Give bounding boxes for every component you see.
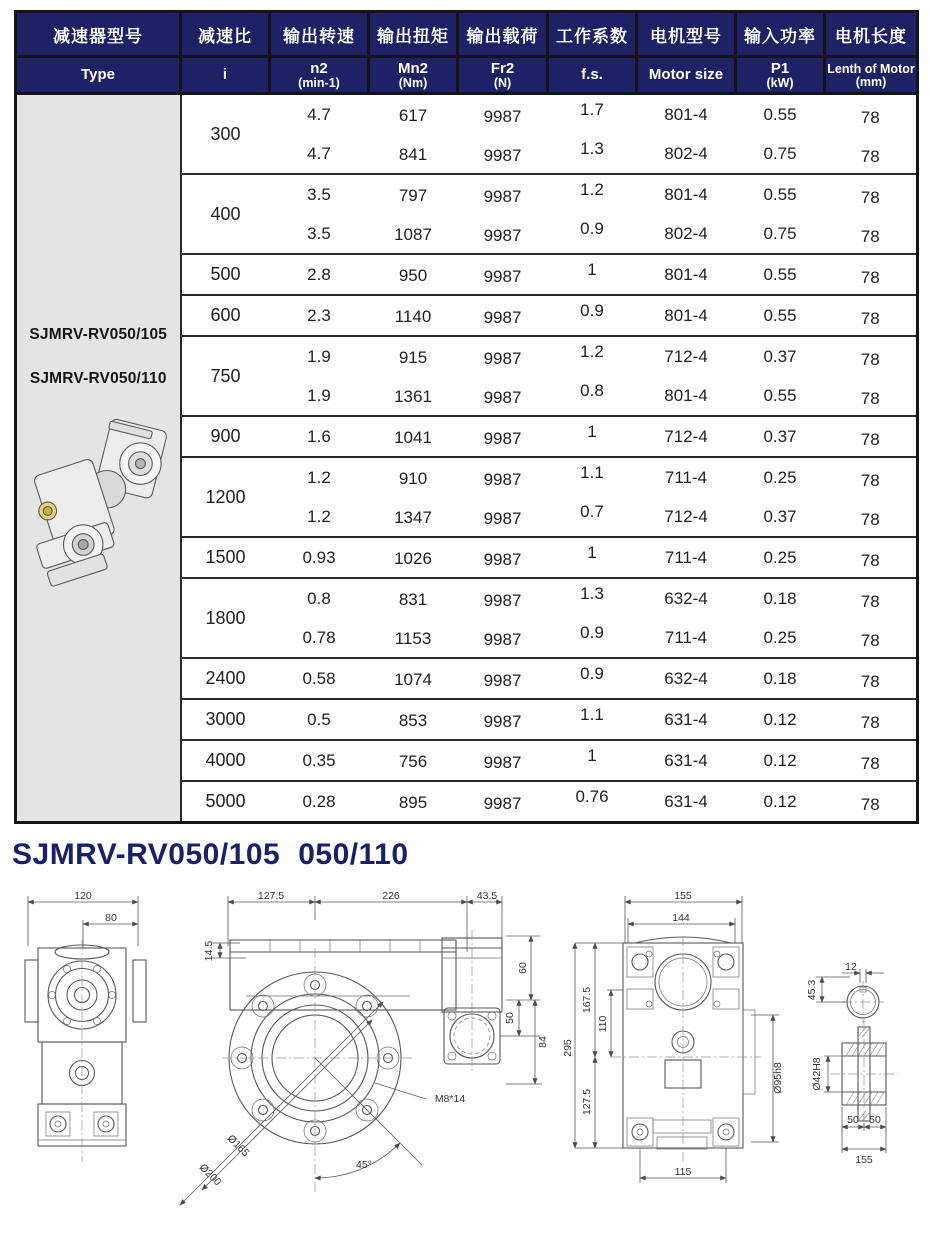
col-header-motor-cn: 电机型号	[637, 12, 736, 57]
dim-label: 50	[504, 1012, 516, 1024]
col-header-len-en: Lenth of Motor (mm)	[825, 57, 918, 94]
cell-mn2: 1087	[369, 214, 458, 254]
cell-ratio: 600	[181, 295, 270, 336]
cell-len: 78	[825, 336, 918, 376]
col-header-ratio-en: i	[181, 57, 270, 94]
cell-fs: 1.3	[548, 578, 637, 618]
cell-n2: 1.6	[270, 416, 369, 457]
cell-p1: 0.55	[736, 94, 825, 135]
cell-mn2: 797	[369, 174, 458, 214]
cell-fs: 0.7	[548, 497, 637, 537]
cell-motor: 801-4	[637, 174, 736, 214]
cell-fs: 1	[548, 416, 637, 457]
cell-mn2: 1074	[369, 658, 458, 699]
cell-ratio: 4000	[181, 740, 270, 781]
cell-len: 78	[825, 781, 918, 823]
cell-n2: 1.9	[270, 376, 369, 416]
spec-table	[14, 10, 919, 824]
rear-view-drawing	[562, 890, 815, 1195]
col-header-ratio-cn: 减速比	[181, 12, 270, 57]
dim-label-angle: 45°	[356, 1159, 372, 1171]
cell-n2: 2.8	[270, 254, 369, 295]
dim-label: 115	[674, 1166, 692, 1178]
dim-label: 43.5	[476, 890, 498, 902]
col-header-motor-en: Motor size	[637, 57, 736, 94]
dim-label: 167.5	[581, 986, 593, 1014]
cell-motor: 632-4	[637, 578, 736, 618]
dim-label-bolt-spec: M8*14	[434, 1093, 466, 1105]
cell-n2: 0.35	[270, 740, 369, 781]
dim-label: 14.5	[203, 940, 215, 962]
cell-fr2: 9987	[458, 497, 548, 537]
cell-p1: 0.55	[736, 254, 825, 295]
cell-len: 78	[825, 699, 918, 740]
cell-ratio: 3000	[181, 699, 270, 740]
table-body	[16, 94, 918, 823]
col-header-type-cn: 减速器型号	[16, 12, 181, 57]
cell-ratio: 2400	[181, 658, 270, 699]
cell-fr2: 9987	[458, 336, 548, 376]
cell-motor: 712-4	[637, 497, 736, 537]
cell-p1: 0.12	[736, 781, 825, 823]
col-header-type-en: Type	[16, 57, 181, 94]
side-view-drawing	[150, 890, 550, 1245]
cell-mn2: 1153	[369, 618, 458, 658]
cell-len: 78	[825, 618, 918, 658]
dim-label: 155	[855, 1154, 873, 1166]
cell-mn2: 895	[369, 781, 458, 823]
cell-ratio: 5000	[181, 781, 270, 823]
cell-fr2: 9987	[458, 781, 548, 823]
cell-mn2: 1026	[369, 537, 458, 578]
cell-motor: 631-4	[637, 699, 736, 740]
cell-len: 78	[825, 740, 918, 781]
cell-mn2: 617	[369, 94, 458, 135]
cell-p1: 0.55	[736, 295, 825, 336]
cell-ratio: 500	[181, 254, 270, 295]
cell-fr2: 9987	[458, 578, 548, 618]
cell-fs: 0.9	[548, 658, 637, 699]
cell-n2: 0.28	[270, 781, 369, 823]
cell-n2: 0.8	[270, 578, 369, 618]
header-row-en	[16, 57, 918, 94]
cell-mn2: 1347	[369, 497, 458, 537]
title-model: SJMRV-RV050/105	[12, 838, 281, 871]
col-header-len-cn: 电机长度	[825, 12, 918, 57]
cell-mn2: 841	[369, 134, 458, 174]
cell-motor: 712-4	[637, 336, 736, 376]
cell-p1: 0.25	[736, 457, 825, 497]
cell-mn2: 756	[369, 740, 458, 781]
cell-ratio: 1800	[181, 578, 270, 658]
cell-motor: 801-4	[637, 94, 736, 135]
cell-motor: 802-4	[637, 214, 736, 254]
dim-label: 84	[537, 1036, 549, 1048]
cell-len: 78	[825, 457, 918, 497]
cell-fr2: 9987	[458, 134, 548, 174]
cell-ratio: 1500	[181, 537, 270, 578]
cell-fs: 0.9	[548, 295, 637, 336]
cell-len: 78	[825, 497, 918, 537]
page-title	[12, 838, 409, 872]
cell-n2: 0.5	[270, 699, 369, 740]
header-row-cn	[16, 12, 918, 57]
cell-n2: 2.3	[270, 295, 369, 336]
col-header-p1-cn: 输入功率	[736, 12, 825, 57]
cell-ratio: 900	[181, 416, 270, 457]
dim-label: 45.3	[806, 979, 818, 1001]
cell-motor: 801-4	[637, 295, 736, 336]
cell-len: 78	[825, 295, 918, 336]
cell-mn2: 1361	[369, 376, 458, 416]
cell-fr2: 9987	[458, 658, 548, 699]
dim-label: 50	[869, 1114, 881, 1126]
cell-len: 78	[825, 174, 918, 214]
cell-fr2: 9987	[458, 699, 548, 740]
cell-p1: 0.25	[736, 537, 825, 578]
type-cell	[16, 94, 181, 823]
cell-p1: 0.37	[736, 336, 825, 376]
model-name-110: SJMRV-RV050/110	[29, 370, 167, 387]
cell-fs: 0.76	[548, 781, 637, 823]
cell-motor: 711-4	[637, 618, 736, 658]
cell-mn2: 1140	[369, 295, 458, 336]
cell-fs: 1.2	[548, 174, 637, 214]
cell-n2: 0.78	[270, 618, 369, 658]
rear-housing	[623, 937, 755, 1149]
table-row	[16, 94, 918, 135]
col-header-n2-en: n2 (min-1)	[270, 57, 369, 94]
cell-len: 78	[825, 376, 918, 416]
cell-motor: 631-4	[637, 740, 736, 781]
cell-ratio: 400	[181, 174, 270, 254]
cell-fr2: 9987	[458, 740, 548, 781]
model-names	[17, 314, 180, 388]
cell-n2: 1.2	[270, 497, 369, 537]
col-header-fs-en: f.s.	[548, 57, 637, 94]
cell-len: 78	[825, 537, 918, 578]
dim-label-bolt-circle1: Ø165	[224, 1132, 252, 1160]
cell-n2: 4.7	[270, 94, 369, 135]
cell-fs: 1	[548, 537, 637, 578]
cell-ratio: 1200	[181, 457, 270, 537]
dim-label: 12	[845, 961, 857, 973]
dim-label-bolt-circle2: Ø200	[196, 1161, 224, 1189]
col-header-fr2-en: Fr2 (N)	[458, 57, 548, 94]
cell-fs: 0.9	[548, 214, 637, 254]
cell-fr2: 9987	[458, 618, 548, 658]
table-header	[16, 12, 918, 94]
cell-motor: 801-4	[637, 254, 736, 295]
cell-motor: 802-4	[637, 134, 736, 174]
cell-mn2: 1041	[369, 416, 458, 457]
side-housing	[230, 940, 456, 1010]
cell-fr2: 9987	[458, 214, 548, 254]
dim-label: 127.5	[581, 1088, 593, 1116]
cell-n2: 0.93	[270, 537, 369, 578]
cell-p1: 0.75	[736, 134, 825, 174]
cell-mn2: 910	[369, 457, 458, 497]
model-name-105: SJMRV-RV050/105	[29, 326, 168, 343]
cell-n2: 1.2	[270, 457, 369, 497]
cell-len: 78	[825, 578, 918, 618]
cell-motor: 711-4	[637, 537, 736, 578]
cell-p1: 0.37	[736, 497, 825, 537]
cell-n2: 1.9	[270, 336, 369, 376]
cell-fr2: 9987	[458, 457, 548, 497]
front-view-drawing	[8, 890, 163, 1180]
cell-fs: 1	[548, 740, 637, 781]
cell-motor: 801-4	[637, 376, 736, 416]
cell-ratio: 750	[181, 336, 270, 416]
col-header-mn2-en: Mn2 (Nm)	[369, 57, 458, 94]
dim-label-bore: Ø42H8	[811, 1057, 823, 1091]
cell-fs: 1.3	[548, 134, 637, 174]
cell-p1: 0.12	[736, 740, 825, 781]
cell-fr2: 9987	[458, 295, 548, 336]
cell-ratio: 300	[181, 94, 270, 175]
dim-label: 144	[672, 912, 690, 924]
cell-fr2: 9987	[458, 416, 548, 457]
cell-fs: 1.7	[548, 94, 637, 135]
cell-motor: 631-4	[637, 781, 736, 823]
front-housing	[25, 945, 146, 1146]
cell-p1: 0.75	[736, 214, 825, 254]
technical-drawings	[0, 888, 930, 1247]
col-header-mn2-cn: 输出扭矩	[369, 12, 458, 57]
dim-label: 120	[74, 890, 92, 902]
cell-fs: 0.8	[548, 376, 637, 416]
cell-n2: 0.58	[270, 658, 369, 699]
cell-len: 78	[825, 214, 918, 254]
dim-label: 60	[517, 962, 529, 974]
cell-fs: 0.9	[548, 618, 637, 658]
dim-label: 50	[847, 1114, 859, 1126]
cell-p1: 0.12	[736, 699, 825, 740]
cell-motor: 632-4	[637, 658, 736, 699]
cell-p1: 0.55	[736, 376, 825, 416]
cell-p1: 0.18	[736, 578, 825, 618]
cell-len: 78	[825, 254, 918, 295]
cell-len: 78	[825, 134, 918, 174]
cell-len: 78	[825, 94, 918, 135]
cell-fs: 1.2	[548, 336, 637, 376]
title-variant: 050/110	[298, 838, 409, 871]
dim-label-bore: Ø95h8	[772, 1062, 784, 1094]
dim-label: 80	[105, 912, 117, 924]
cell-len: 78	[825, 658, 918, 699]
col-header-p1-en: P1 (kW)	[736, 57, 825, 94]
cell-motor: 712-4	[637, 416, 736, 457]
cell-len: 78	[825, 416, 918, 457]
cell-fr2: 9987	[458, 254, 548, 295]
cell-n2: 4.7	[270, 134, 369, 174]
cell-p1: 0.25	[736, 618, 825, 658]
dim-label: 110	[597, 1015, 609, 1033]
cell-fs: 1.1	[548, 699, 637, 740]
cell-fr2: 9987	[458, 376, 548, 416]
col-header-fs-cn: 工作系数	[548, 12, 637, 57]
cell-n2: 3.5	[270, 174, 369, 214]
dim-label: 226	[382, 890, 400, 902]
dim-label: 155	[674, 890, 692, 902]
shaft-detail-drawing	[790, 963, 930, 1178]
dim-label: 127.5	[257, 890, 285, 902]
cell-mn2: 853	[369, 699, 458, 740]
cell-p1: 0.55	[736, 174, 825, 214]
cell-p1: 0.37	[736, 416, 825, 457]
cell-mn2: 915	[369, 336, 458, 376]
col-header-fr2-cn: 输出载荷	[458, 12, 548, 57]
col-header-n2-cn: 输出转速	[270, 12, 369, 57]
cell-fs: 1.1	[548, 457, 637, 497]
cell-fs: 1	[548, 254, 637, 295]
product-image	[24, 414, 172, 602]
cell-p1: 0.18	[736, 658, 825, 699]
cell-motor: 711-4	[637, 457, 736, 497]
cell-n2: 3.5	[270, 214, 369, 254]
dim-label: 295	[562, 1039, 574, 1057]
cell-fr2: 9987	[458, 174, 548, 214]
cell-fr2: 9987	[458, 94, 548, 135]
cell-fr2: 9987	[458, 537, 548, 578]
cell-mn2: 950	[369, 254, 458, 295]
cell-mn2: 831	[369, 578, 458, 618]
